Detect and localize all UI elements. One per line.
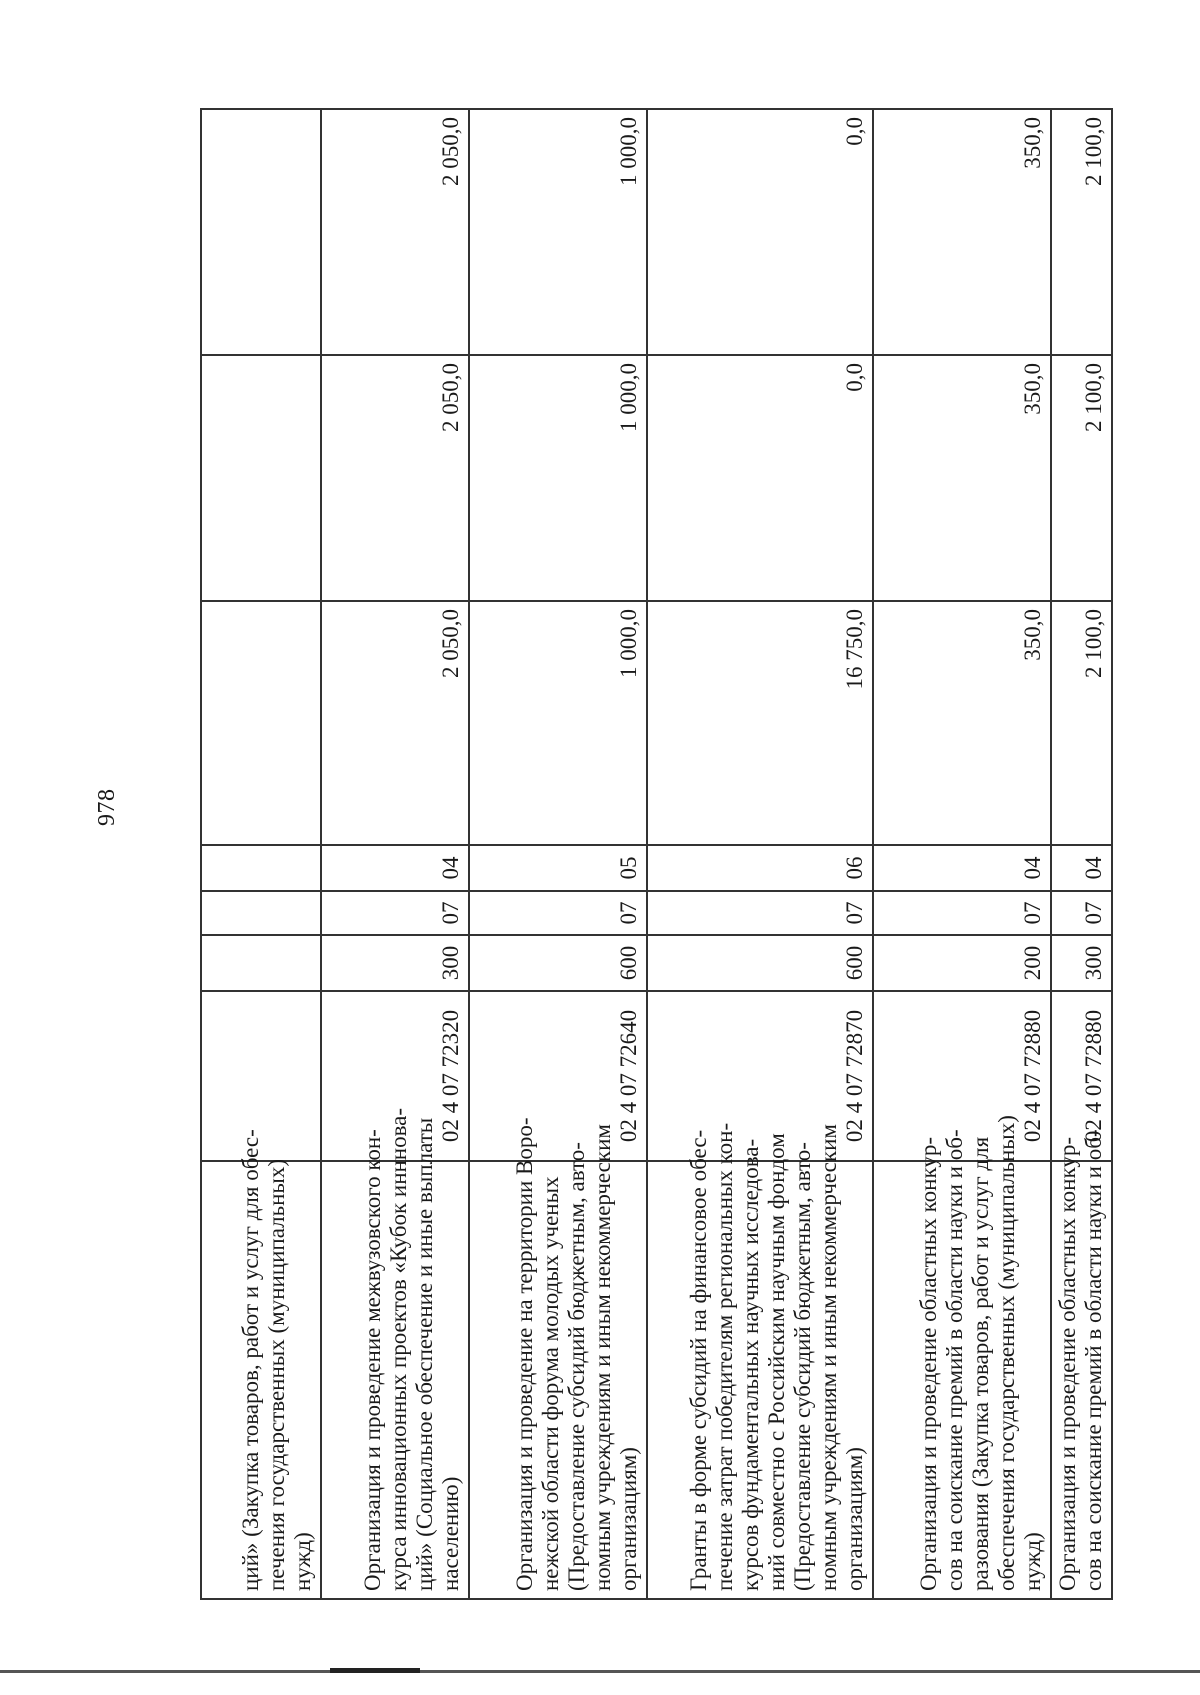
scan-edge-mark	[330, 1668, 420, 1673]
amount-year3-cell: 0,0	[647, 109, 873, 355]
row-name-line: курса инновационных проектов «Кубок инннова-	[386, 1107, 412, 1591]
target-item-code-cell: 02 4 07 72880	[1051, 991, 1112, 1161]
table-row	[201, 109, 321, 1599]
row-name-line: Организация и проведение межвузовского кон-	[360, 1129, 386, 1591]
target-item-code-cell: 02 4 07 72640	[469, 991, 647, 1161]
row-name-line: печения государственных (муниципальных)	[264, 1158, 290, 1591]
amount-year2-cell: 2 100,0	[1051, 355, 1112, 601]
amount-year1-cell: 16 750,0	[647, 601, 873, 845]
amount-year1-cell: 350,0	[873, 601, 1051, 845]
expense-type-cell: 200	[873, 935, 1051, 991]
row-name-line: печение затрат победителям региональных кон-	[712, 1122, 738, 1591]
amount-year3-cell: 350,0	[873, 109, 1051, 355]
row-name-line: курсов фундаментальных научных исследова-	[738, 1138, 764, 1591]
amount-year1-cell: 2 100,0	[1051, 601, 1112, 845]
table-row	[647, 109, 873, 1599]
expense-type-cell: 300	[1051, 935, 1112, 991]
row-name-line: разования (Закупка товаров, работ и услуг для	[968, 1136, 994, 1591]
row-name-cell	[873, 1115, 1051, 1599]
amount-year1-cell	[201, 601, 321, 845]
table-row	[321, 109, 469, 1599]
section-cell: 07	[321, 891, 469, 935]
expense-type-cell: 600	[469, 935, 647, 991]
section-cell: 07	[873, 891, 1051, 935]
amount-year3-cell: 2 100,0	[1051, 109, 1112, 355]
scan-edge-line	[0, 1670, 1200, 1673]
row-name-line: номным учреждениям и иным некоммерческим	[816, 1124, 842, 1591]
subsection-cell: 04	[1051, 845, 1112, 891]
subsection-cell: 04	[321, 845, 469, 891]
table-row	[1051, 109, 1112, 1599]
row-name-cell	[321, 1107, 469, 1599]
section-cell: 07	[469, 891, 647, 935]
row-name-line: Организация и проведение областных конкур-	[1055, 1136, 1080, 1591]
row-name-line: сов на соискание премий в области науки и об-	[942, 1129, 968, 1591]
amount-year1-cell: 1 000,0	[469, 601, 647, 845]
amount-year3-cell	[201, 109, 321, 355]
row-name-cell	[201, 1129, 321, 1599]
section-cell: 07	[1051, 891, 1112, 935]
row-name-line: ций» (Социальное обеспечение и иные выплаты	[412, 1117, 438, 1591]
subsection-cell	[201, 845, 321, 891]
row-name-line: ций» (Закупка товаров, работ и услуг для обес-	[238, 1129, 264, 1591]
row-name-line: нежской области форума молодых ученых	[538, 1176, 564, 1591]
budget-table	[200, 108, 1113, 1600]
amount-year3-cell: 2 050,0	[321, 109, 469, 355]
budget-table-wrapper	[200, 110, 1106, 1600]
subsection-cell: 06	[647, 845, 873, 891]
amount-year1-cell: 2 050,0	[321, 601, 469, 845]
row-name-line: (Предоставление субсидий бюджетным, авто-	[790, 1142, 816, 1591]
row-name-line: (Предоставление субсидий бюджетным, авто-	[564, 1142, 590, 1591]
section-cell	[201, 891, 321, 935]
row-name-cell	[647, 1122, 873, 1599]
subsection-cell: 04	[873, 845, 1051, 891]
row-name-line: Гранты в форме субсидий на финансовое обес-	[686, 1129, 712, 1591]
expense-type-cell	[201, 935, 321, 991]
amount-year2-cell: 0,0	[647, 355, 873, 601]
expense-type-cell: 600	[647, 935, 873, 991]
row-name-line: сов на соискание премий в области науки и об-	[1080, 1129, 1106, 1591]
table-row	[469, 109, 647, 1599]
row-name-line: организациям)	[616, 1447, 642, 1591]
amount-year2-cell: 350,0	[873, 355, 1051, 601]
row-name-line: Организация и проведение на территории Воро-	[512, 1117, 538, 1591]
row-name-cell	[469, 1117, 647, 1599]
target-item-code-cell: 02 4 07 72870	[647, 991, 873, 1161]
row-name-line: ний совместно с Российским научным фондом	[764, 1133, 790, 1591]
target-item-code-cell: 02 4 07 72320	[321, 991, 469, 1161]
row-name-line: обеспечения государственных (муниципальных)	[994, 1115, 1020, 1591]
amount-year2-cell: 1 000,0	[469, 355, 647, 601]
expense-type-cell: 300	[321, 935, 469, 991]
amount-year3-cell: 1 000,0	[469, 109, 647, 355]
amount-year2-cell	[201, 355, 321, 601]
target-item-code-cell: 02 4 07 72880	[873, 991, 1051, 1161]
row-name-line: населению)	[438, 1476, 464, 1591]
amount-year2-cell: 2 050,0	[321, 355, 469, 601]
subsection-cell: 05	[469, 845, 647, 891]
row-name-line: Организация и проведение областных конкур-	[916, 1136, 942, 1591]
page-number: 978	[94, 788, 120, 826]
row-name-line: организациям)	[842, 1447, 868, 1591]
section-cell: 07	[647, 891, 873, 935]
row-name-line: нужд)	[1020, 1532, 1046, 1591]
budget-table-body	[201, 109, 1112, 1599]
row-name-line: нужд)	[290, 1532, 316, 1591]
row-name-cell	[1051, 1129, 1112, 1599]
table-row	[873, 109, 1051, 1599]
row-name-line: номным учреждениям и иным некоммерческим	[590, 1124, 616, 1591]
